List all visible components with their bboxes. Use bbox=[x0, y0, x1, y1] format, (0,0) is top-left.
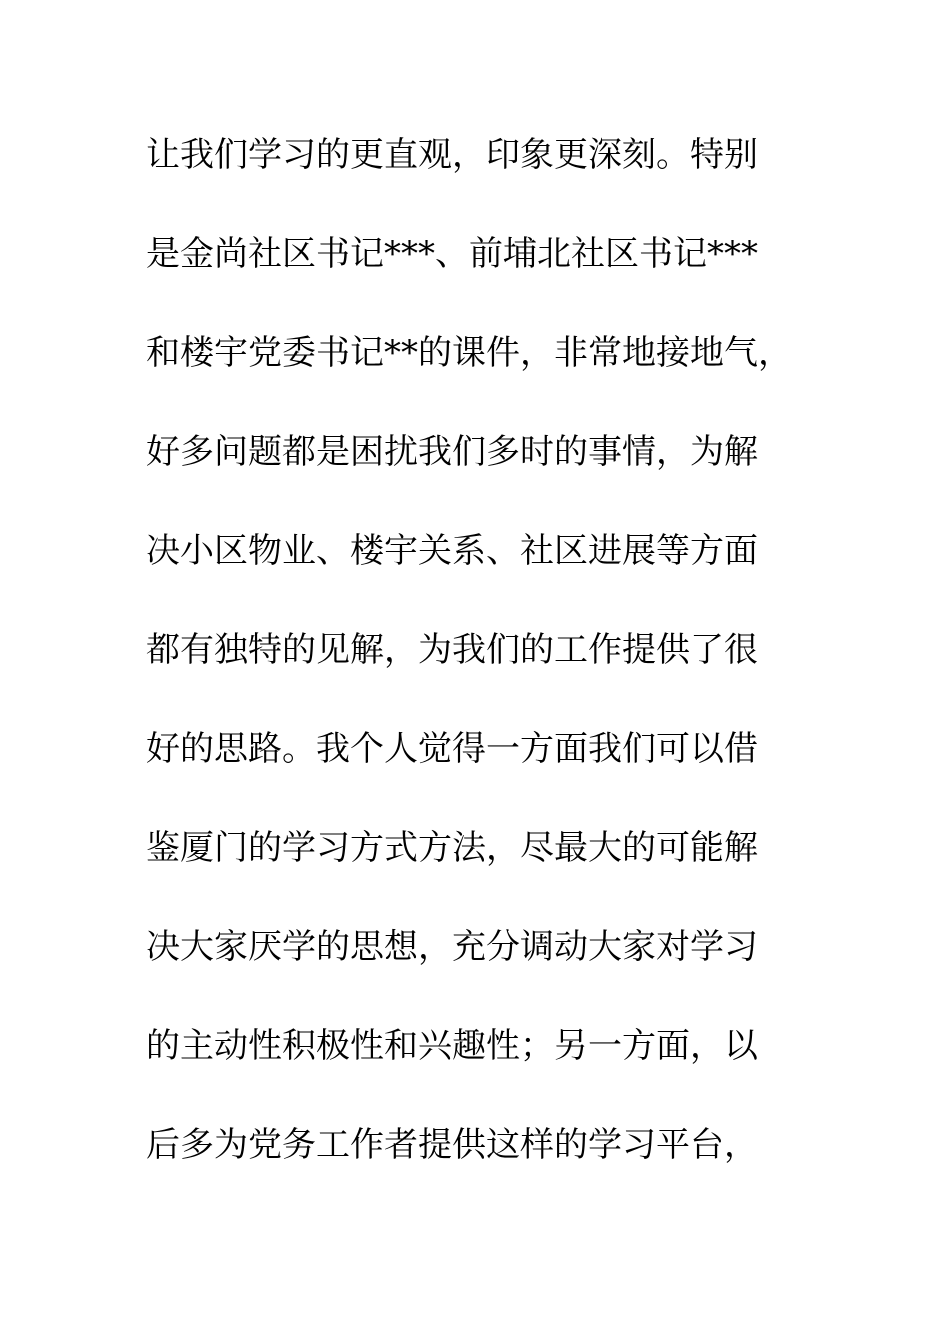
text-line: 决大家厌学的思想，充分调动大家对学习 bbox=[146, 927, 758, 967]
text-line: 让我们学习的更直观，印象更深刻。特别 bbox=[146, 135, 758, 175]
document-body bbox=[146, 118, 826, 1207]
text-line: 好的思路。我个人觉得一方面我们可以借 bbox=[146, 729, 758, 769]
text-line: 决小区物业、楼宇关系、社区进展等方面 bbox=[146, 531, 758, 571]
text-line: 好多问题都是困扰我们多时的事情，为解 bbox=[146, 432, 758, 472]
text-line: 后多为党务工作者提供这样的学习平台， bbox=[146, 1125, 758, 1165]
text-line: 都有独特的见解，为我们的工作提供了很 bbox=[146, 630, 758, 670]
text-line: 的主动性积极性和兴趣性；另一方面，以 bbox=[146, 1026, 758, 1066]
text-line: 是金尚社区书记***、前埔北社区书记*** bbox=[146, 234, 758, 274]
text-line: 鉴厦门的学习方式方法，尽最大的可能解 bbox=[146, 828, 758, 868]
text-line: 和楼宇党委书记**的课件，非常地接地气， bbox=[146, 333, 792, 373]
